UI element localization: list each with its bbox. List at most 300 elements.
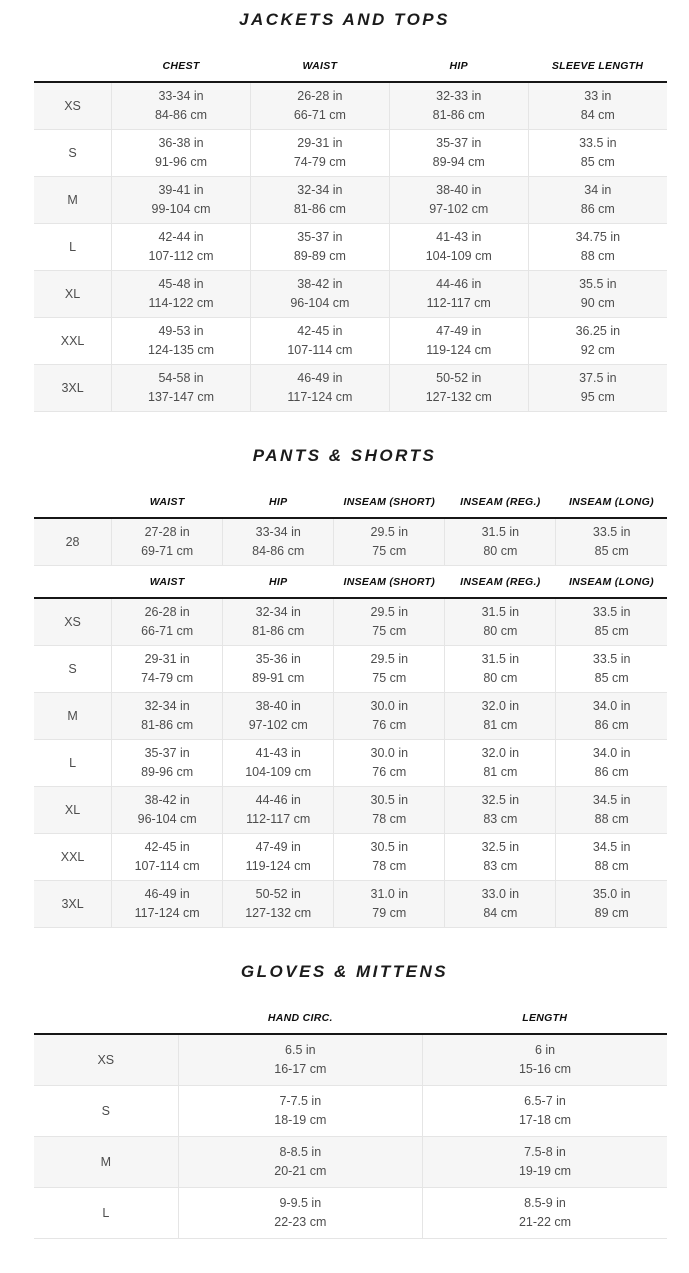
imperial-value: 42-44 in bbox=[158, 230, 204, 244]
table-row bbox=[34, 646, 667, 693]
measurement-cell bbox=[334, 834, 445, 881]
table-row bbox=[34, 834, 667, 881]
measurement-cell bbox=[528, 177, 667, 224]
metric-value: 89-94 cm bbox=[432, 155, 485, 169]
table-header-row bbox=[34, 54, 667, 82]
measurement-cell bbox=[445, 598, 556, 646]
measurement-cell bbox=[334, 598, 445, 646]
imperial-value: 33.5 in bbox=[592, 525, 631, 539]
size-column-header bbox=[34, 54, 112, 82]
metric-value: 81 cm bbox=[483, 718, 518, 732]
imperial-value: 9-9.5 in bbox=[279, 1196, 322, 1210]
imperial-value: 35-37 in bbox=[436, 136, 482, 150]
measurement-cell bbox=[334, 518, 445, 566]
size-label: XS bbox=[34, 598, 112, 646]
size-chart-section bbox=[0, 962, 689, 1239]
metric-value: 83 cm bbox=[483, 812, 518, 826]
metric-value: 74-79 cm bbox=[293, 155, 346, 169]
metric-value: 99-104 cm bbox=[151, 202, 211, 216]
imperial-value: 41-43 in bbox=[436, 230, 482, 244]
metric-value: 86 cm bbox=[594, 765, 629, 779]
measurement-cell bbox=[112, 271, 251, 318]
imperial-value: 30.5 in bbox=[370, 840, 409, 854]
size-label: XS bbox=[34, 82, 112, 130]
measurement-cell bbox=[528, 224, 667, 271]
imperial-value: 33.5 in bbox=[592, 652, 631, 666]
metric-value: 66-71 cm bbox=[141, 624, 194, 638]
size-label: S bbox=[34, 646, 112, 693]
metric-value: 76 cm bbox=[372, 765, 407, 779]
measurement-cell bbox=[112, 82, 251, 130]
size-label: L bbox=[34, 224, 112, 271]
imperial-value: 34.75 in bbox=[575, 230, 621, 244]
metric-value: 124-135 cm bbox=[148, 343, 215, 357]
imperial-value: 29-31 in bbox=[144, 652, 190, 666]
imperial-value: 33.0 in bbox=[481, 887, 520, 901]
imperial-value: 27-28 in bbox=[144, 525, 190, 539]
size-label: XXL bbox=[34, 834, 112, 881]
size-chart-section bbox=[0, 10, 689, 412]
measurement-cell bbox=[528, 82, 667, 130]
imperial-value: 36-38 in bbox=[158, 136, 204, 150]
imperial-value: 35-37 in bbox=[297, 230, 343, 244]
measurement-cell bbox=[445, 740, 556, 787]
measurement-cell bbox=[178, 1137, 422, 1188]
imperial-value: 50-52 in bbox=[255, 887, 301, 901]
measurement-cell bbox=[334, 646, 445, 693]
imperial-value: 38-42 in bbox=[144, 793, 190, 807]
column-header: WAIST bbox=[250, 54, 389, 82]
measurement-cell bbox=[389, 365, 528, 412]
imperial-value: 47-49 in bbox=[436, 324, 482, 338]
measurement-cell bbox=[250, 318, 389, 365]
metric-value: 104-109 cm bbox=[425, 249, 492, 263]
measurement-cell bbox=[445, 646, 556, 693]
size-column-header bbox=[34, 1006, 178, 1034]
metric-value: 107-114 cm bbox=[287, 343, 353, 357]
table-header-row bbox=[34, 1006, 667, 1034]
metric-value: 78 cm bbox=[372, 859, 407, 873]
metric-value: 81-86 cm bbox=[432, 108, 485, 122]
table-row bbox=[34, 693, 667, 740]
imperial-value: 29-31 in bbox=[297, 136, 343, 150]
metric-value: 18-19 cm bbox=[274, 1113, 327, 1127]
imperial-value: 29.5 in bbox=[370, 605, 409, 619]
measurement-cell bbox=[423, 1034, 667, 1086]
measurement-cell bbox=[250, 271, 389, 318]
imperial-value: 6.5 in bbox=[285, 1043, 316, 1057]
imperial-value: 33 in bbox=[584, 89, 612, 103]
table-row bbox=[34, 518, 667, 566]
table-row bbox=[34, 177, 667, 224]
metric-value: 89-91 cm bbox=[252, 671, 305, 685]
table-row bbox=[34, 598, 667, 646]
metric-value: 81 cm bbox=[483, 765, 518, 779]
measurement-cell bbox=[112, 130, 251, 177]
table-row bbox=[34, 1086, 667, 1137]
imperial-value: 32-34 in bbox=[297, 183, 343, 197]
imperial-value: 31.5 in bbox=[481, 525, 520, 539]
table-row bbox=[34, 1188, 667, 1239]
metric-value: 21-22 cm bbox=[518, 1215, 572, 1229]
metric-value: 92 cm bbox=[580, 343, 615, 357]
measurement-cell bbox=[223, 740, 334, 787]
metric-value: 69-71 cm bbox=[141, 544, 194, 558]
metric-value: 22-23 cm bbox=[274, 1215, 327, 1229]
metric-value: 85 cm bbox=[594, 671, 629, 685]
imperial-value: 50-52 in bbox=[436, 371, 482, 385]
metric-value: 90 cm bbox=[580, 296, 615, 310]
measurement-cell bbox=[528, 365, 667, 412]
imperial-value: 41-43 in bbox=[255, 746, 301, 760]
column-header: CHEST bbox=[112, 54, 251, 82]
imperial-value: 42-45 in bbox=[144, 840, 190, 854]
imperial-value: 35.0 in bbox=[592, 887, 631, 901]
imperial-value: 35.5 in bbox=[579, 277, 617, 291]
metric-value: 119-124 cm bbox=[426, 343, 492, 357]
measurement-cell bbox=[250, 365, 389, 412]
size-chart-page bbox=[0, 10, 689, 1239]
section-tables bbox=[34, 490, 667, 928]
metric-value: 74-79 cm bbox=[141, 671, 194, 685]
metric-value: 117-124 cm bbox=[287, 390, 353, 404]
imperial-value: 32.0 in bbox=[481, 746, 520, 760]
metric-value: 86 cm bbox=[580, 202, 615, 216]
metric-value: 112-117 cm bbox=[426, 296, 491, 310]
metric-value: 112-117 cm bbox=[246, 812, 311, 826]
metric-value: 80 cm bbox=[483, 671, 518, 685]
metric-value: 80 cm bbox=[483, 544, 518, 558]
column-header: INSEAM (SHORT) bbox=[334, 570, 445, 598]
imperial-value: 32-34 in bbox=[144, 699, 190, 713]
metric-value: 75 cm bbox=[372, 624, 407, 638]
metric-value: 81-86 cm bbox=[141, 718, 194, 732]
imperial-value: 34.0 in bbox=[592, 699, 631, 713]
measurement-cell bbox=[389, 130, 528, 177]
table-row bbox=[34, 365, 667, 412]
measurement-cell bbox=[112, 693, 223, 740]
measurement-cell bbox=[334, 787, 445, 834]
metric-value: 89-89 cm bbox=[293, 249, 346, 263]
measurement-cell bbox=[250, 224, 389, 271]
size-label: 28 bbox=[34, 518, 112, 566]
table-header-row bbox=[34, 490, 667, 518]
imperial-value: 38-40 in bbox=[436, 183, 482, 197]
table-row bbox=[34, 1034, 667, 1086]
imperial-value: 42-45 in bbox=[297, 324, 343, 338]
imperial-value: 32-34 in bbox=[255, 605, 301, 619]
imperial-value: 32.5 in bbox=[481, 840, 520, 854]
table-row bbox=[34, 1137, 667, 1188]
imperial-value: 47-49 in bbox=[255, 840, 301, 854]
table-row bbox=[34, 318, 667, 365]
imperial-value: 8-8.5 in bbox=[279, 1145, 322, 1159]
size-table bbox=[34, 1006, 667, 1239]
imperial-value: 7.5-8 in bbox=[524, 1145, 566, 1159]
size-label: M bbox=[34, 1137, 178, 1188]
section-title: JACKETS AND TOPS bbox=[239, 10, 450, 29]
section-title: GLOVES & MITTENS bbox=[240, 962, 449, 981]
imperial-value: 39-41 in bbox=[158, 183, 204, 197]
imperial-value: 34.5 in bbox=[592, 840, 631, 854]
size-label: 3XL bbox=[34, 365, 112, 412]
measurement-cell bbox=[250, 130, 389, 177]
imperial-value: 33-34 in bbox=[158, 89, 204, 103]
metric-value: 97-102 cm bbox=[248, 718, 308, 732]
measurement-cell bbox=[389, 224, 528, 271]
imperial-value: 44-46 in bbox=[255, 793, 301, 807]
column-header: LENGTH bbox=[423, 1006, 667, 1034]
measurement-cell bbox=[223, 693, 334, 740]
metric-value: 85 cm bbox=[594, 624, 629, 638]
imperial-value: 30.5 in bbox=[370, 793, 409, 807]
measurement-cell bbox=[528, 318, 667, 365]
metric-value: 96-104 cm bbox=[137, 812, 197, 826]
imperial-value: 32.0 in bbox=[481, 699, 520, 713]
metric-value: 84 cm bbox=[580, 108, 615, 122]
metric-value: 104-109 cm bbox=[245, 765, 312, 779]
table-row bbox=[34, 881, 667, 928]
metric-value: 15-16 cm bbox=[518, 1062, 572, 1076]
table-header-row bbox=[34, 570, 667, 598]
size-label: M bbox=[34, 693, 112, 740]
measurement-cell bbox=[112, 224, 251, 271]
measurement-cell bbox=[423, 1188, 667, 1239]
column-header: SLEEVE LENGTH bbox=[528, 54, 667, 82]
measurement-cell bbox=[556, 518, 667, 566]
metric-value: 107-112 cm bbox=[148, 249, 214, 263]
section-tables bbox=[34, 54, 667, 412]
measurement-cell bbox=[528, 130, 667, 177]
table-row bbox=[34, 271, 667, 318]
measurement-cell bbox=[250, 82, 389, 130]
imperial-value: 33-34 in bbox=[255, 525, 301, 539]
measurement-cell bbox=[112, 365, 251, 412]
measurement-cell bbox=[223, 834, 334, 881]
measurement-cell bbox=[389, 177, 528, 224]
column-header: WAIST bbox=[112, 490, 223, 518]
metric-value: 86 cm bbox=[594, 718, 629, 732]
imperial-value: 26-28 in bbox=[144, 605, 190, 619]
measurement-cell bbox=[178, 1034, 422, 1086]
measurement-cell bbox=[445, 834, 556, 881]
metric-value: 76 cm bbox=[372, 718, 407, 732]
metric-value: 127-132 cm bbox=[425, 390, 492, 404]
measurement-cell bbox=[445, 693, 556, 740]
size-label: S bbox=[34, 1086, 178, 1137]
imperial-value: 35-37 in bbox=[144, 746, 190, 760]
metric-value: 75 cm bbox=[372, 544, 407, 558]
metric-value: 137-147 cm bbox=[148, 390, 215, 404]
measurement-cell bbox=[178, 1188, 422, 1239]
size-column-header bbox=[34, 490, 112, 518]
imperial-value: 34 in bbox=[584, 183, 612, 197]
size-column-header bbox=[34, 570, 112, 598]
measurement-cell bbox=[334, 693, 445, 740]
metric-value: 89-96 cm bbox=[141, 765, 194, 779]
measurement-cell bbox=[445, 787, 556, 834]
measurement-cell bbox=[223, 598, 334, 646]
size-table bbox=[34, 570, 667, 928]
imperial-value: 26-28 in bbox=[297, 89, 343, 103]
imperial-value: 35-36 in bbox=[255, 652, 301, 666]
metric-value: 95 cm bbox=[580, 390, 615, 404]
measurement-cell bbox=[445, 518, 556, 566]
metric-value: 91-96 cm bbox=[154, 155, 208, 169]
imperial-value: 30.0 in bbox=[370, 699, 409, 713]
imperial-value: 46-49 in bbox=[144, 887, 190, 901]
size-label: XL bbox=[34, 787, 112, 834]
table-row bbox=[34, 82, 667, 130]
metric-value: 66-71 cm bbox=[293, 108, 346, 122]
imperial-value: 31.0 in bbox=[370, 887, 409, 901]
metric-value: 16-17 cm bbox=[274, 1062, 327, 1076]
measurement-cell bbox=[423, 1086, 667, 1137]
imperial-value: 30.0 in bbox=[370, 746, 409, 760]
metric-value: 17-18 cm bbox=[518, 1113, 572, 1127]
metric-value: 119-124 cm bbox=[245, 859, 311, 873]
measurement-cell bbox=[250, 177, 389, 224]
metric-value: 83 cm bbox=[483, 859, 518, 873]
imperial-value: 32.5 in bbox=[481, 793, 520, 807]
section-tables bbox=[34, 1006, 667, 1239]
imperial-value: 44-46 in bbox=[436, 277, 482, 291]
table-row bbox=[34, 740, 667, 787]
column-header: HIP bbox=[223, 490, 334, 518]
metric-value: 80 cm bbox=[483, 624, 518, 638]
measurement-cell bbox=[178, 1086, 422, 1137]
measurement-cell bbox=[528, 271, 667, 318]
measurement-cell bbox=[423, 1137, 667, 1188]
size-label: M bbox=[34, 177, 112, 224]
metric-value: 84-86 cm bbox=[154, 108, 208, 122]
measurement-cell bbox=[223, 518, 334, 566]
metric-value: 84-86 cm bbox=[252, 544, 305, 558]
measurement-cell bbox=[112, 787, 223, 834]
column-header: INSEAM (LONG) bbox=[556, 570, 667, 598]
size-label: XL bbox=[34, 271, 112, 318]
imperial-value: 33.5 in bbox=[592, 605, 631, 619]
imperial-value: 29.5 in bbox=[370, 652, 409, 666]
column-header: INSEAM (LONG) bbox=[556, 490, 667, 518]
imperial-value: 33.5 in bbox=[579, 136, 617, 150]
measurement-cell bbox=[112, 834, 223, 881]
column-header: HIP bbox=[223, 570, 334, 598]
imperial-value: 46-49 in bbox=[297, 371, 343, 385]
measurement-cell bbox=[223, 787, 334, 834]
measurement-cell bbox=[556, 834, 667, 881]
measurement-cell bbox=[556, 881, 667, 928]
measurement-cell bbox=[389, 318, 528, 365]
imperial-value: 6.5-7 in bbox=[524, 1094, 566, 1108]
imperial-value: 34.0 in bbox=[592, 746, 631, 760]
measurement-cell bbox=[112, 740, 223, 787]
measurement-cell bbox=[112, 318, 251, 365]
imperial-value: 6 in bbox=[534, 1043, 556, 1057]
size-label: 3XL bbox=[34, 881, 112, 928]
measurement-cell bbox=[223, 646, 334, 693]
measurement-cell bbox=[389, 82, 528, 130]
metric-value: 85 cm bbox=[580, 155, 615, 169]
measurement-cell bbox=[223, 881, 334, 928]
measurement-cell bbox=[334, 881, 445, 928]
size-label: XS bbox=[34, 1034, 178, 1086]
metric-value: 19-19 cm bbox=[518, 1164, 572, 1178]
measurement-cell bbox=[556, 787, 667, 834]
column-header: INSEAM (REG.) bbox=[445, 490, 556, 518]
metric-value: 75 cm bbox=[372, 671, 407, 685]
imperial-value: 31.5 in bbox=[481, 605, 520, 619]
metric-value: 89 cm bbox=[594, 906, 629, 920]
size-label: L bbox=[34, 740, 112, 787]
imperial-value: 45-48 in bbox=[158, 277, 204, 291]
metric-value: 96-104 cm bbox=[290, 296, 350, 310]
metric-value: 88 cm bbox=[580, 249, 615, 263]
size-label: S bbox=[34, 130, 112, 177]
metric-value: 114-122 cm bbox=[148, 296, 214, 310]
table-row bbox=[34, 130, 667, 177]
column-header: HIP bbox=[389, 54, 528, 82]
size-label: L bbox=[34, 1188, 178, 1239]
measurement-cell bbox=[556, 740, 667, 787]
metric-value: 81-86 cm bbox=[252, 624, 305, 638]
metric-value: 79 cm bbox=[372, 906, 407, 920]
measurement-cell bbox=[556, 646, 667, 693]
size-label: XXL bbox=[34, 318, 112, 365]
imperial-value: 34.5 in bbox=[592, 793, 631, 807]
metric-value: 85 cm bbox=[594, 544, 629, 558]
metric-value: 127-132 cm bbox=[245, 906, 312, 920]
measurement-cell bbox=[389, 271, 528, 318]
imperial-value: 54-58 in bbox=[158, 371, 204, 385]
column-header: WAIST bbox=[112, 570, 223, 598]
imperial-value: 36.25 in bbox=[575, 324, 621, 338]
table-row bbox=[34, 787, 667, 834]
metric-value: 107-114 cm bbox=[134, 859, 200, 873]
size-table bbox=[34, 54, 667, 412]
table-row bbox=[34, 224, 667, 271]
imperial-value: 8.5-9 in bbox=[524, 1196, 566, 1210]
measurement-cell bbox=[112, 881, 223, 928]
metric-value: 81-86 cm bbox=[293, 202, 346, 216]
measurement-cell bbox=[556, 598, 667, 646]
metric-value: 84 cm bbox=[483, 906, 518, 920]
measurement-cell bbox=[112, 646, 223, 693]
size-chart-section bbox=[0, 446, 689, 928]
measurement-cell bbox=[112, 598, 223, 646]
measurement-cell bbox=[334, 740, 445, 787]
metric-value: 97-102 cm bbox=[429, 202, 489, 216]
metric-value: 88 cm bbox=[594, 812, 629, 826]
size-table bbox=[34, 490, 667, 566]
measurement-cell bbox=[445, 881, 556, 928]
metric-value: 78 cm bbox=[372, 812, 407, 826]
imperial-value: 49-53 in bbox=[158, 324, 204, 338]
imperial-value: 38-42 in bbox=[297, 277, 343, 291]
metric-value: 117-124 cm bbox=[134, 906, 200, 920]
column-header: INSEAM (SHORT) bbox=[334, 490, 445, 518]
imperial-value: 31.5 in bbox=[481, 652, 520, 666]
column-header: HAND CIRC. bbox=[178, 1006, 422, 1034]
imperial-value: 38-40 in bbox=[255, 699, 301, 713]
metric-value: 20-21 cm bbox=[274, 1164, 327, 1178]
measurement-cell bbox=[556, 693, 667, 740]
section-title: PANTS & SHORTS bbox=[252, 446, 437, 465]
imperial-value: 37.5 in bbox=[579, 371, 617, 385]
measurement-cell bbox=[112, 177, 251, 224]
imperial-value: 7-7.5 in bbox=[279, 1094, 322, 1108]
metric-value: 88 cm bbox=[594, 859, 629, 873]
